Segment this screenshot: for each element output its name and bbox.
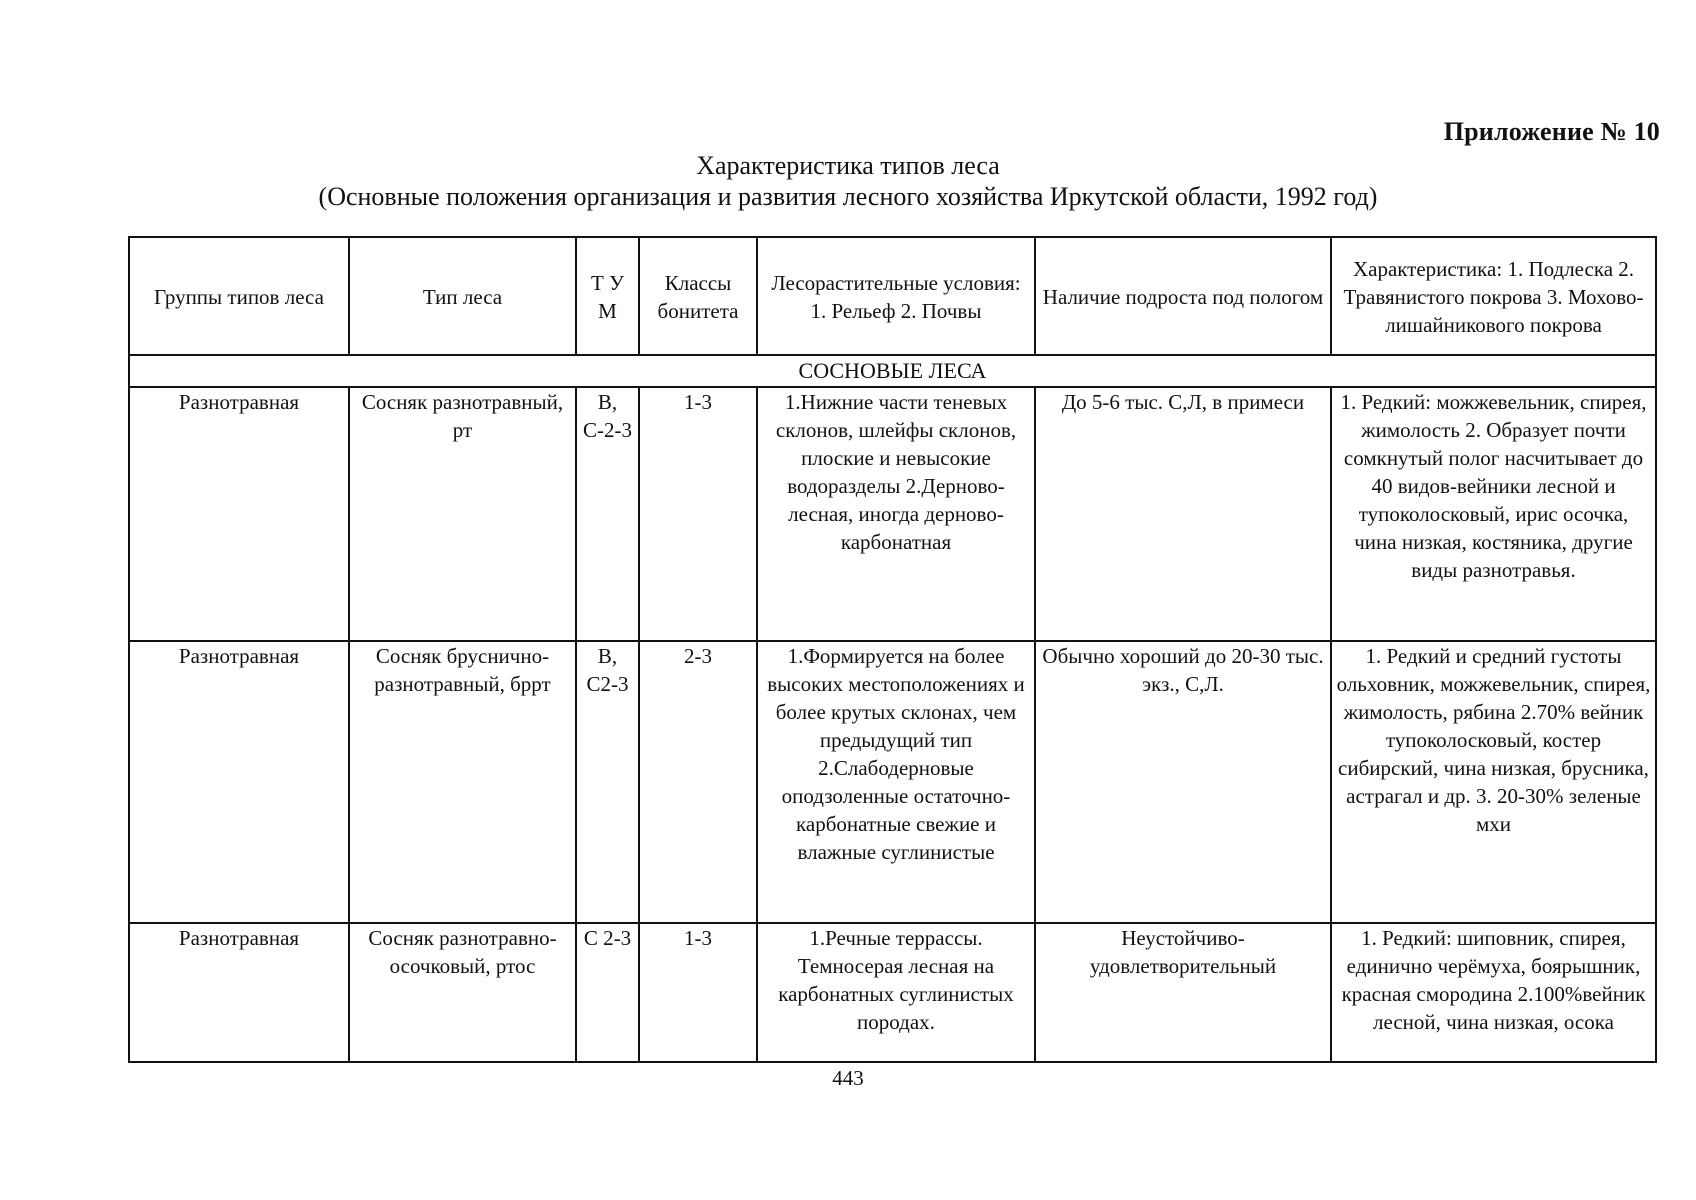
cell-characteristic: 1. Редкий и средний густоты ольховник, можжевельник, спирея, жимолость, рябина 2.70% вейник тупоколосковый, костер сибирский, чина низкая, брусника, астрагал и др. 3. 20-30% зеленые мхи: [1331, 641, 1656, 923]
header-bonitet: Классы бонитета: [639, 237, 757, 355]
cell-tum: С 2-3: [576, 923, 639, 1062]
cell-undergrowth: Обычно хороший до 20-30 тыс. экз., С,Л.: [1035, 641, 1331, 923]
table-row: [129, 387, 1656, 641]
cell-bonitet: 1-3: [639, 387, 757, 641]
cell-bonitet: 2-3: [639, 641, 757, 923]
cell-tum: В, С2-3: [576, 641, 639, 923]
cell-conditions: 1.Речные террассы. Темносерая лесная на карбонатных суглинистых породах.: [757, 923, 1035, 1062]
cell-conditions: 1.Нижние части теневых склонов, шлейфы склонов, плоские и невысокие водоразделы 2.Дерново-лесная, иногда дерново-карбонатная: [757, 387, 1035, 641]
cell-group: Разнотравная: [129, 923, 349, 1062]
header-conditions: Лесорастительные условия: 1. Рельеф 2. Почвы: [757, 237, 1035, 355]
header-type: Тип леса: [349, 237, 576, 355]
document-title: Характеристика типов леса: [696, 151, 1000, 180]
header-characteristic: Характеристика: 1. Подлеска 2. Травянистого покрова 3. Мохово-лишайникового покрова: [1331, 237, 1656, 355]
section-title: СОСНОВЫЕ ЛЕСА: [129, 355, 1656, 387]
cell-bonitet: 1-3: [639, 923, 757, 1062]
cell-characteristic: 1. Редкий: можжевельник, спирея, жимолость 2. Образует почти сомкнутый полог насчитывает до 40 видов-вейники лесной и тупоколосковый, ирис осочка, чина низкая, костяника, другие виды разнотравья.: [1331, 387, 1656, 641]
cell-tum: В, С-2-3: [576, 387, 639, 641]
cell-undergrowth: Неустойчиво-удовлетворительный: [1035, 923, 1331, 1062]
table-row: [129, 641, 1656, 923]
appendix-label: Приложение № 10: [1443, 117, 1660, 146]
cell-type: Сосняк разнотравно-осочковый, ртос: [349, 923, 576, 1062]
cell-type: Сосняк разнотравный, рт: [349, 387, 576, 641]
table-header-row: [129, 237, 1656, 355]
page-number: 443: [832, 1066, 864, 1090]
cell-undergrowth: До 5-6 тыс. С,Л, в примеси: [1035, 387, 1331, 641]
cell-group: Разнотравная: [129, 641, 349, 923]
header-group: Группы типов леса: [129, 237, 349, 355]
section-row: [129, 355, 1656, 387]
cell-type: Сосняк бруснично-разнотравный, бррт: [349, 641, 576, 923]
table-row: [129, 923, 1656, 1062]
cell-characteristic: 1. Редкий: шиповник, спирея, единично черёмуха, боярышник, красная смородина 2.100%вейник лесной, чина низкая, осока: [1331, 923, 1656, 1062]
forest-types-table: [128, 236, 1657, 1063]
cell-group: Разнотравная: [129, 387, 349, 641]
header-undergrowth: Наличие подроста под пологом: [1035, 237, 1331, 355]
header-tum: Т У М: [576, 237, 639, 355]
cell-conditions: 1.Формируется на более высоких местоположениях и более крутых склонах, чем предыдущий тип 2.Слабодерновые оподзоленные остаточно-карбонатные свежие и влажные суглинистые: [757, 641, 1035, 923]
document-subtitle: (Основные положения организация и развития лесного хозяйства Иркутской области, 1992 год): [318, 182, 1378, 211]
